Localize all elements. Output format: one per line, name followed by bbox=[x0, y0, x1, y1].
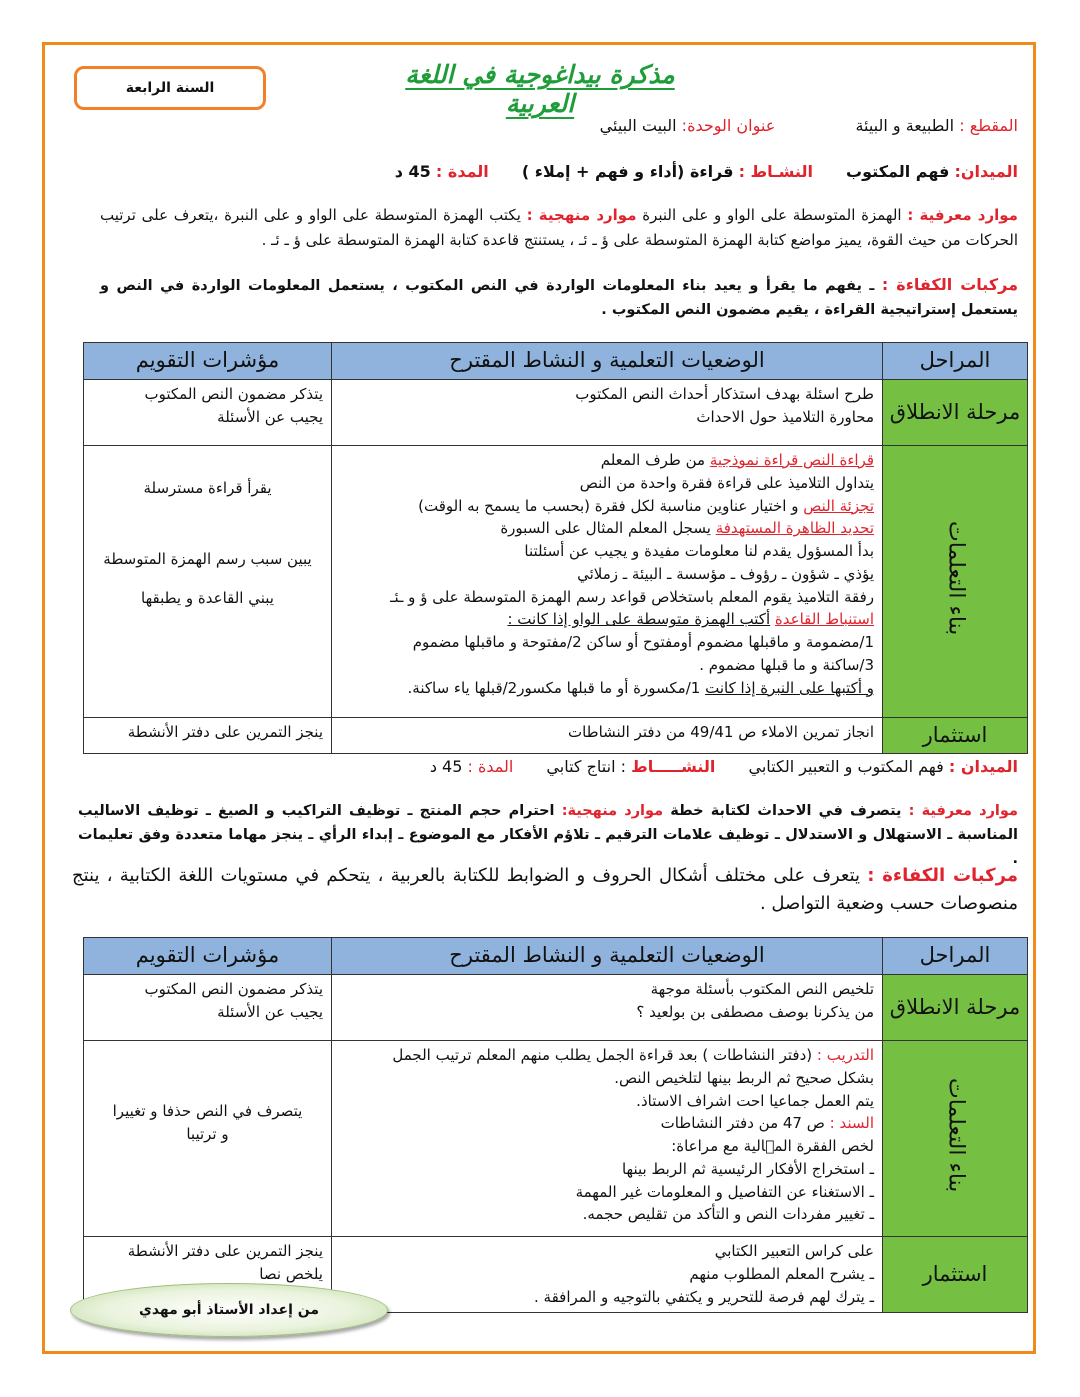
indicator-line: يبين سبب رسم الهمزة المتوسطة bbox=[103, 549, 312, 568]
method-label: موارد منهجية : bbox=[526, 206, 637, 224]
activity-line: ـ الاستغناء عن التفاصيل و المعلومات غير المهمة bbox=[575, 1182, 874, 1201]
indicator-line: يلخص نصا bbox=[259, 1264, 323, 1283]
stage-build-label: بناء التعلمات bbox=[943, 1077, 969, 1192]
activity-cell bbox=[332, 717, 883, 753]
table-header-row bbox=[84, 343, 1028, 380]
activity-line: 3/ساكنة و ما قبلها مضموم . bbox=[699, 656, 874, 675]
duration2-label: المدة : bbox=[467, 757, 514, 776]
author-badge bbox=[70, 1283, 388, 1337]
header-stages: المراحل bbox=[883, 343, 1028, 380]
competence2-text: يتعرف على مختلف أشكال الحروف و الضوابط للكتابة بالعربية ، يتحكم في مستويات اللغة الكتابية ، ينتج منصوصات حسب وضعية التواصل . bbox=[72, 865, 1018, 914]
duration-value: 45 د bbox=[394, 162, 431, 181]
segment-label: المقطع : bbox=[959, 116, 1018, 135]
domain2-label: الميدان : bbox=[948, 757, 1018, 776]
method2-label: موارد منهجية: bbox=[561, 803, 664, 819]
activity-line: يتداول التلاميذ على قراءة فقرة واحدة من النص bbox=[579, 473, 874, 492]
stage-start: مرحلة الانطلاق bbox=[883, 379, 1028, 445]
activity-line bbox=[340, 517, 874, 540]
header-indicators: مؤشرات التقويم bbox=[84, 938, 332, 975]
unit-value: البيت البيئي bbox=[599, 116, 677, 135]
activity-text: يسجل المعلم المثال على السبورة bbox=[500, 519, 711, 538]
activity-line: تلخيص النص المكتوب بأسئلة موجهة bbox=[650, 979, 874, 998]
stage-invest: استثمار bbox=[883, 717, 1028, 753]
activity-line bbox=[340, 677, 874, 700]
indicator-cell bbox=[84, 974, 332, 1040]
activity-line: لخص الفقرة المۛالية مع مراعاة: bbox=[671, 1137, 874, 1156]
activity2-value: : انتاج كتابي bbox=[546, 757, 627, 776]
activity-text: و اختيار عناوين مناسبة لكل فقرة (بحسب ما يسمح به الوقت) bbox=[418, 496, 799, 515]
activity2-label: النشـــــاط bbox=[631, 757, 716, 776]
activity-line bbox=[340, 449, 874, 472]
domain-value: فهم المكتوب bbox=[846, 162, 950, 181]
table-row bbox=[84, 717, 1028, 753]
table-row bbox=[84, 445, 1028, 717]
highlight-text: السند : bbox=[829, 1114, 874, 1133]
highlight-text: قراءة النص قراءة نموذجية bbox=[709, 450, 874, 469]
stage-start: مرحلة الانطلاق bbox=[883, 974, 1028, 1040]
competence2-paragraph bbox=[72, 862, 1018, 918]
resources-paragraph bbox=[100, 203, 1018, 253]
activity-line: ـ استخراج الأفكار الرئيسية ثم الربط بينها bbox=[621, 1159, 874, 1178]
activity-line: بشكل صحيح ثم الربط بينها لتلخيص النص. bbox=[614, 1068, 874, 1087]
resources-text: الهمزة المتوسطة على الواو و على النبرة bbox=[642, 206, 902, 224]
indicator-line: يجيب عن الأسئلة bbox=[217, 407, 323, 426]
header-indicators: مؤشرات التقويم bbox=[84, 343, 332, 380]
author-text: من إعداد الأستاذ أبو مهدي bbox=[139, 1302, 320, 1318]
indicator-line: ينجز التمرين على دفتر الأنشطة bbox=[127, 722, 323, 741]
domain-line bbox=[78, 160, 1018, 185]
competence-text: ـ يفهم ما يقرأ و يعيد بناء المعلومات الواردة في النص المكتوب ، يستعمل المعلومات الواردة في النص و يستعمل إستراتيجية القراءة ، يقيم مضمون النص المكتوب . bbox=[100, 278, 1018, 318]
indicator-line: يقرأ قراءة مسترسلة bbox=[143, 478, 272, 497]
stage-build bbox=[883, 1040, 1028, 1236]
indicator-line: يجيب عن الأسئلة bbox=[217, 1002, 323, 1021]
method-text: يكتب الهمزة المتوسطة على الواو و على النبرة ،يتعرف على ترتيب الحركات من حيث القوة، يميز مواضع كتابة الهمزة المتوسطة على ؤ ـ ئـ ، يستنتج قاعدة كتابة الهمزة المتوسطة على ؤ ـ ئـ . bbox=[100, 206, 1018, 249]
activity-line: طرح اسئلة بهدف استذكار أحداث النص المكتوب bbox=[575, 384, 874, 403]
highlight-text: التدريب : bbox=[816, 1045, 874, 1064]
duration2-value: 45 د bbox=[429, 757, 463, 776]
indicator-cell bbox=[84, 1040, 332, 1236]
segment-value: الطبيعة و البيئة bbox=[855, 116, 955, 135]
stage-build bbox=[883, 445, 1028, 717]
lesson-table-1 bbox=[83, 342, 1028, 754]
activity-cell bbox=[332, 974, 883, 1040]
activity-line: 1/مضمومة و ماقبلها مضموم أومفتوح أو ساكن 2/مفتوحة و ماقبلها مضموم bbox=[412, 633, 874, 652]
indicator-line: يتصرف في النص حذفا و تغييرا bbox=[112, 1101, 303, 1120]
activity-line bbox=[340, 495, 874, 518]
domain-label: الميدان: bbox=[954, 162, 1018, 181]
indicator-line: ينجز التمرين على دفتر الأنشطة bbox=[127, 1241, 323, 1260]
domain2-line bbox=[78, 755, 1018, 780]
indicator-line: و ترتيبا bbox=[186, 1124, 229, 1143]
activity-line: ـ يترك لهم فرصة للتحرير و يكتفي بالتوجيه و المرافقة . bbox=[534, 1287, 874, 1306]
table-row bbox=[84, 1040, 1028, 1236]
activity-text: (دفتر النشاطات ) بعد قراءة الجمل يطلب منهم المعلم ترتيب الجمل bbox=[392, 1045, 813, 1064]
activity-text: أكتب الهمزة متوسطة على الواو إذا كانت : bbox=[507, 610, 771, 629]
resources-label: موارد معرفية : bbox=[907, 206, 1018, 224]
page-title: مذكرة بيداغوجية في اللغة العربية bbox=[405, 60, 675, 118]
lesson-table-2 bbox=[83, 937, 1028, 1313]
competence-paragraph bbox=[100, 272, 1018, 323]
indicator-cell bbox=[84, 379, 332, 445]
highlight-text: تحديد الظاهرة المستهدفة bbox=[715, 519, 874, 538]
highlight-text: استنباط القاعدة bbox=[774, 610, 874, 629]
table-row bbox=[84, 974, 1028, 1040]
activity-line: ـ يشرح المعلم المطلوب منهم bbox=[689, 1264, 874, 1283]
stage-build-label: بناء التعلمات bbox=[943, 520, 969, 635]
activity-cell bbox=[332, 445, 883, 717]
table-row bbox=[84, 379, 1028, 445]
indicator-line: يتذكر مضمون النص المكتوب bbox=[144, 384, 323, 403]
activity-cell bbox=[332, 379, 883, 445]
activity-line: رفقة التلاميذ يقوم المعلم باستخلاص قواعد رسم الهمزة المتوسطة على ؤ و ـئـ bbox=[390, 587, 874, 606]
header-activities: الوضعيات التعلمية و النشاط المقترح bbox=[332, 938, 883, 975]
indicator-cell bbox=[84, 717, 332, 753]
indicator-line: يتذكر مضمون النص المكتوب bbox=[144, 979, 323, 998]
activity-line: يتم العمل جماعيا احت اشراف الاستاذ. bbox=[636, 1091, 874, 1110]
activity-text: ص 47 من دفتر النشاطات bbox=[660, 1114, 825, 1133]
activity-line: ـ تغيير مفردات النص و التأكد من تقليص حجمه. bbox=[582, 1205, 874, 1224]
activity-cell bbox=[332, 1236, 883, 1312]
activity-line bbox=[340, 1044, 874, 1067]
activity-line: انجاز تمرين الاملاء ص 49/41 من دفتر النشاطات bbox=[567, 722, 874, 741]
unit-label: عنوان الوحدة: bbox=[681, 116, 776, 135]
indicator-cell bbox=[84, 445, 332, 717]
activity-line: من يذكرنا بوصف مصطفى بن بولعيد ؟ bbox=[636, 1002, 874, 1021]
segment-line bbox=[78, 114, 1018, 139]
header-activities: الوضعيات التعلمية و النشاط المقترح bbox=[332, 343, 883, 380]
highlight-text: تجزئة النص bbox=[803, 496, 874, 515]
method2-text: احترام حجم المنتج ـ توظيف التراكيب و الصيغ ـ توظيف الاساليب المناسبة ـ الاستهلال و الاستدلال ـ توظيف علامات الترقيم ـ تلاؤم الأفكار مع الموضوع ـ إبداء الرأي ـ ينجز مهاما متعددة وفق تعليمات . bbox=[78, 803, 1018, 867]
activity-line bbox=[340, 1112, 874, 1135]
competence-label: مركبات الكفاءة : bbox=[881, 275, 1018, 294]
activity-line bbox=[340, 608, 874, 631]
activity-line: بدأ المسؤول يقدم لنا معلومات مفيدة و يجيب عن أسئلتنا bbox=[524, 542, 874, 561]
activity-line: محاورة التلاميذ حول الاحداث bbox=[696, 407, 874, 426]
resources2-label: موارد معرفية : bbox=[908, 803, 1018, 819]
stage-invest: استثمار bbox=[883, 1236, 1028, 1312]
grade-badge: السنة الرابعة bbox=[74, 66, 266, 110]
activity-value: قراءة (أداء و فهم + إملاء ) bbox=[521, 162, 734, 181]
header-stages: المراحل bbox=[883, 938, 1028, 975]
table-header-row bbox=[84, 938, 1028, 975]
activity-text: من طرف المعلم bbox=[600, 450, 706, 469]
resources2-text: يتصرف في الاحداث لكتابة خطة bbox=[670, 803, 902, 819]
underlined-text: و أكتبها على النبرة إذا كانت bbox=[705, 678, 874, 697]
activity-cell bbox=[332, 1040, 883, 1236]
duration-label: المدة : bbox=[435, 162, 489, 181]
activity-text: 1/مكسورة أو ما قبلها مكسور2/قبلها ياء ساكنة. bbox=[407, 678, 701, 697]
activity-line: على كراس التعبير الكتابي bbox=[714, 1241, 874, 1260]
activity-line: يؤذي ـ شؤون ـ رؤوف ـ مؤسسة ـ البيئة ـ زملائي bbox=[577, 564, 874, 583]
activity-label: النشـاط : bbox=[738, 162, 813, 181]
domain2-value: فهم المكتوب و التعبير الكتابي bbox=[748, 757, 944, 776]
resources2-paragraph bbox=[78, 800, 1018, 872]
indicator-line: يبني القاعدة و يطبقها bbox=[141, 588, 274, 607]
competence2-label: مركبات الكفاءة : bbox=[867, 865, 1018, 886]
